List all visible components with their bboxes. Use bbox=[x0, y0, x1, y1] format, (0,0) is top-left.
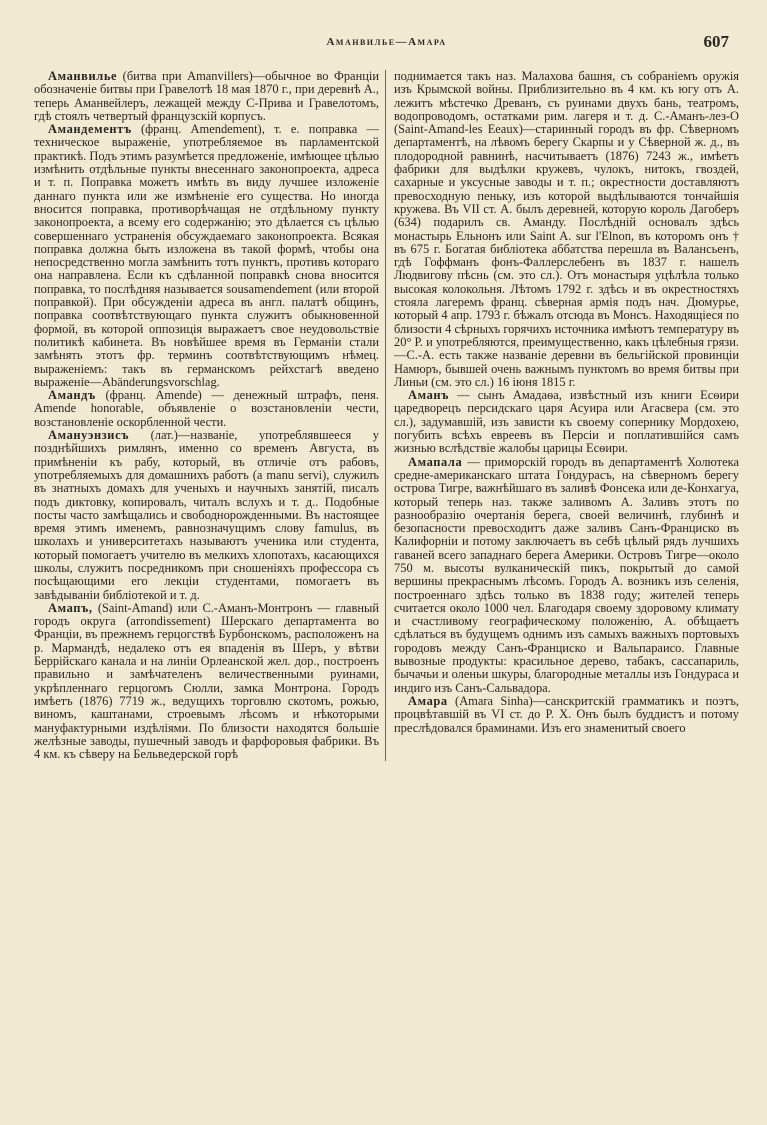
entry-text: (Amara Sinha)—санскритскій грамматикъ и поэтъ, процвѣтавшій въ VI ст. до Р. Х. Онъ былъ буддистъ и потому преслѣдовался браминами. Изъ его знаменитый своего bbox=[394, 693, 739, 735]
entry-headword: Амара bbox=[408, 693, 448, 708]
entry-text: поднимается такъ наз. Малахова башня, съ собраніемъ оружія изъ Крымской войны. Приблизительно въ 4 км. къ югу отъ А. лежитъ мѣстечко Древанъ, съ руинами двухъ бань, театромъ, водопроводомъ, остатками рим. лагеря и т. д. С.-Аманъ-лез-О (Saint-Amand-les Eeaux)—старинный городъ въ фр. Сѣверномъ департаментѣ, на лѣвомъ берегу Скарпы и у Сѣверной ж. д., въ плодородной равнинѣ, насчитываетъ (1876) 7243 ж., имѣетъ фабрики для выдѣлки кружевъ, чулокъ, нитокъ, гвоздей, сахарные и уксусные заводы и т. п.; окрестности доставляютъ превосходную пеньку, изъ которой выдѣлываются тончайшія кружева. Въ VII ст. А. былъ деревней, которую король Дагоберъ (634) подарилъ св. Аманду. Послѣдній основалъ здѣсь монастырь Ельнонъ или Saint A. sur l'Elnon, въ которомъ онъ † въ 675 г. Богатая библіотека аббатства перешла въ Валансьенъ, гдѣ Гоффманъ фонъ-Фаллерслебенъ въ 1837 г. нашелъ Людвигову пѣснь (см. это сл.). Отъ монастыря уцѣлѣла только высокая колокольня. Лѣтомъ 1792 г. здѣсь и въ окрестностяхъ стояла лагеремъ франц. сѣверная армія подъ нач. Дюмурье, который 4 апр. 1793 г. бѣжалъ отсюда въ Монсъ. Находящіеся по близости 4 сѣрныхъ горячихъ источника имѣютъ температуру въ 20° Р. и употребляются, преимущественно, какъ цѣлебныя грязи.—С.-А. есть также названіе деревни въ бельгійской провинціи Намюръ, бывшей очень важнымъ пунктомъ во время битвы при Линьи (см. это сл.) 16 іюня 1815 г. bbox=[394, 69, 739, 389]
text-columns bbox=[34, 70, 739, 761]
entry-text: (франц. Amendement), т. е. поправка — техническое выраженіе, употребляемое въ парламентской практикѣ. Подъ этимъ разумѣется предложеніе, имѣющее цѣлью измѣнить отдѣльные пункты внесеннаго законопроекта, адреса и т. п. Поправка можетъ имѣть въ виду лучшее изложеніе даннаго пункта или же измѣненіе его существа. Но иногда вносится поправка, противорѣчащая не отдѣльному пункту законопроекта, а всему его содержанію; это дѣлается съ цѣлью совершеннаго устраненія обсуждаемаго законопроекта. Всякая поправка должна быть изложена въ такой формѣ, чтобы она непосредственно могла замѣнить тотъ пунктъ, противъ котораго она направлена. Если къ сдѣланной поправкѣ снова вносится поправка, то послѣдняя называется sousamendement (или второй поправкой). При обсужденіи адреса въ англ. палатѣ общинъ, поправка соотвѣтствующаго пункта служитъ обыкновенной формой, въ которой оппозиція выражаетъ свое неудовольствіе политикѣ кабинета. Въ новѣйшее время въ Германіи стали замѣнять этотъ фр. терминъ соотвѣтствующимъ нѣмец. выраженіемъ: такъ въ германскомъ рейхстагѣ введено выраженіе—Abänderungsvorschlag. bbox=[34, 122, 379, 389]
entry-text: — приморскій городъ въ департаментѣ Холютека средне-американскаго штата Гондурасъ, на сѣверномъ берегу острова Тигре, важнѣйшаго въ заливѣ Фонсека или де-Конхагуа, который теперь наз. также заливомъ А. Заливъ этотъ по разнообразію очертанія берега, своей величинѣ, глубинѣ и безопасности превосходитъ даже заливъ Санъ-Франциско въ Калифорніи и потому заключаетъ въ себѣ цѣлый рядъ лучшихъ гаваней всего западнаго берега Америки. Островъ Тигре—около 750 м. высоты вулканическій пикъ, покрытый до самой вершины прекраснымъ лѣсомъ. Городъ А. возникъ изъ селенія, построеннаго здѣсь только въ 1838 году; жителей теперь считается около 1000 чел. Благодаря своему здоровому климату и счастливому географическому положенію, А. обѣщаетъ сдѣлаться въ будущемъ однимъ изъ самыхъ важныхъ портовыхъ городовъ между Санъ-Франциско и Вальпараисо. Главные вывозные продукты: красильное дерево, табакъ, сассапариль, бычачьи и оленьи шкуры, благородные металлы изъ Гондураса и индиго изъ Санъ-Сальвадора. bbox=[394, 454, 739, 695]
entry bbox=[394, 695, 739, 735]
entry-text: (Saint-Amand) или С.-Аманъ-Монтронъ — главный городъ округа (arrondissement) Шерскаго департамента во Франціи, въ прежнемъ герцогствѣ Бурбонскомъ, расположенъ на р. Мармандѣ, недалеко отъ ея впаденія въ Шеръ, у вѣтви Беррійскаго канала и на линіи Орлеанской жел. дор., построенъ правильно и замѣчателенъ величественными руинами, укрѣпленнаго герцогомъ Сюлли, замка Монтрона. Городъ имѣетъ (1876) 7719 ж., ведущихъ торговлю скотомъ, рожью, виномъ, каштанами, строевымъ лѣсомъ и нѣкоторыми мануфактурными издѣліями. По близости находятся большіе желѣзные заводы, пушечный заводъ и фарфоровыя фабрики. Въ 4 км. къ сѣверу на Бельведерской горѣ bbox=[34, 600, 379, 762]
entry-headword: Амандементъ bbox=[48, 122, 132, 137]
entry-headword: Амапала bbox=[408, 454, 463, 469]
entry bbox=[34, 602, 379, 762]
entry bbox=[394, 389, 739, 455]
left-column bbox=[34, 70, 386, 761]
entry-text: (лат.)—названіе, употреблявшееся у позднѣйшихъ римлянъ, именно со временъ Августа, въ примѣненіи къ рабу, который, въ отличіе отъ рабовъ, употребляемыхъ для домашнихъ работъ (a manu servi), служилъ въ знатныхъ домахъ для ученыхъ и научныхъ занятій, писалъ подъ диктовку, копировалъ, читалъ вслухъ и т. д.. Подобные посты часто замѣщались и свободнорожденными. Въ настоящее время этимъ именемъ, равнозначущимъ слову famulus, въ школахъ и университетахъ называютъ ученика или студента, который помогаетъ учителю въ мелкихъ хлопотахъ, касающихся школы, служитъ посредникомъ при сношеніяхъ профессора съ посѣщающими его лекціи студентами, помогаетъ въ завѣдываніи библіотекой и т. д. bbox=[34, 428, 379, 602]
entry-text: — сынъ Амадаѳа, извѣстный изъ книги Есѳири царедворецъ персидскаго царя Асуира или Агасвера (см. это сл.), задумавшій, изъ зависти къ своему сопернику Мордохею, погубить всѣхъ евреевъ въ Персіи и поплатившійся самъ жизнью вслѣдствіе жалобы царицы Есѳири. bbox=[394, 388, 739, 456]
entry-text: (франц. Amende) — денежный штрафъ, пеня. Amende honorable, объявленіе о возстановленіи чести, возстановленіе оскорбленной чести. bbox=[34, 388, 379, 429]
page-number: 607 bbox=[703, 32, 729, 51]
entry-text: (битва при Amanvillers)—обычное во Франціи обозначеніе битвы при Гравелотѣ 18 мая 1870 г., при деревнѣ А., теперь Аманвейлеръ, лежащей между С-Прива и Гравелотомъ, гдѣ стоялъ четвертый французскій корпусъ. bbox=[34, 69, 379, 123]
entry-headword: Амапъ, bbox=[48, 600, 93, 615]
right-column bbox=[392, 70, 739, 761]
entry-headword: Амандъ bbox=[48, 388, 96, 403]
entry-headword: Аманъ bbox=[408, 388, 450, 403]
entry bbox=[394, 456, 739, 695]
running-title: Аманвилье—Амара bbox=[326, 36, 447, 48]
entry-headword: Аманвилье bbox=[48, 69, 118, 83]
entry bbox=[34, 70, 379, 123]
entry bbox=[34, 389, 379, 429]
entry bbox=[34, 429, 379, 602]
running-head bbox=[34, 34, 739, 56]
entry-headword: Амануэнзисъ bbox=[48, 428, 130, 443]
entry-continuation bbox=[394, 70, 739, 389]
entry bbox=[34, 123, 379, 389]
